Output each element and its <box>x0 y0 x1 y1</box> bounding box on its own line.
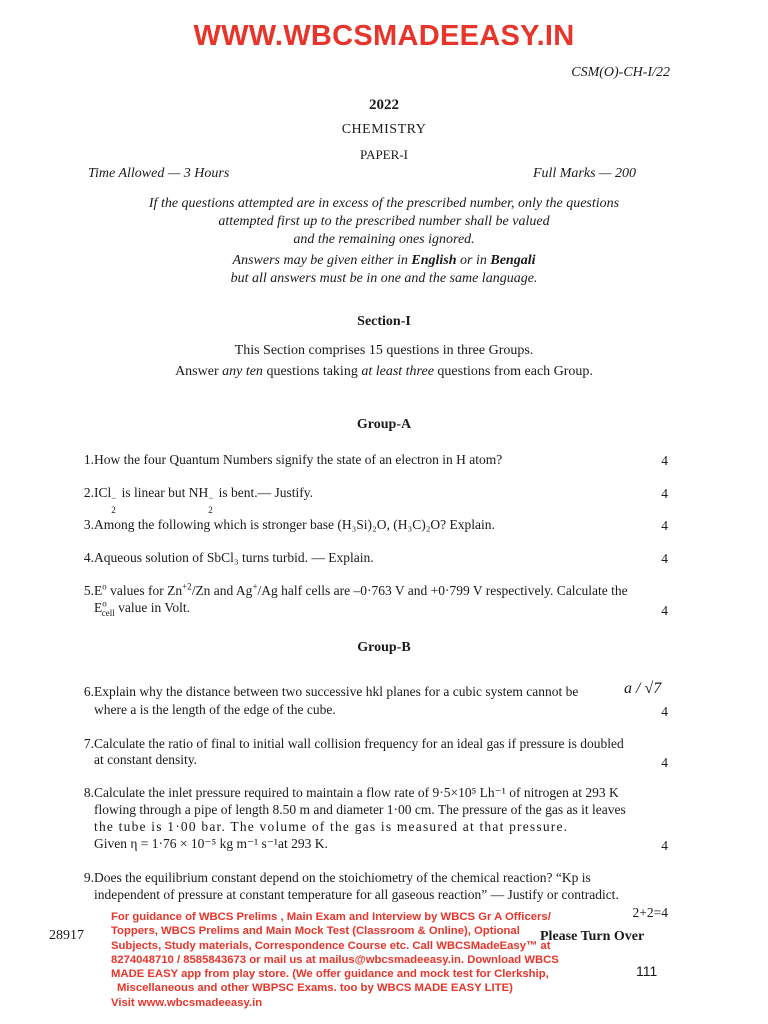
question-marks: 4 <box>661 453 668 468</box>
question-text: How the four Quantum Numbers signify the state of an electron in H atom? <box>94 452 503 467</box>
language-text-a: Answers may be given either in <box>232 253 412 268</box>
section-answer-rule <box>0 362 768 382</box>
language-bengali: Bengali <box>490 253 536 268</box>
page-number: 111 <box>636 963 658 979</box>
rule-a: Answer <box>175 364 223 379</box>
question-text: Aqueous solution of SbCl₃ turns turbid. — Explain. <box>94 550 374 565</box>
exam-year: 2022 <box>369 97 399 113</box>
site-banner: WWW.WBCSMADEEASY.IN <box>193 20 575 52</box>
question-text: ICl − 2 is linear but NH − 2 is bent.— Justify. <box>94 485 314 515</box>
website-link[interactable]: Visit www.wbcsmadeeasy.in <box>111 996 263 1009</box>
language-text-c: or in <box>456 253 491 268</box>
section-title: Section-I <box>357 314 411 329</box>
time-allowed: Time Allowed — 3 Hours <box>88 166 230 181</box>
question-text: Explain why the distance between two successive hkl planes for a cubic system cannot be <box>94 684 579 699</box>
promo-text: For guidance of WBCS Prelims , Main Exam and Interview by WBCS Gr A Officers/ Toppers, WBCS Prelims and Main Mock Test (Classroom & Online), Optional Subjects, Study materials, Correspondence Course etc. Call WBCSMadeEasy™ at 8274048710 / 8585843673 or mail us at mailus@wbcsmadeeasy.in. Download WBCS MADE EASY app from play store. (We offer guidance and mock test for Clerkship, Miscellaneous and other WBPSC Exams. too by WBCS MADE EASY LITE) Visit www.wbcsmadeeasy.in <box>111 910 587 1010</box>
rule-at-least-three: at least three <box>361 364 434 379</box>
question-number: 1. <box>83 452 94 467</box>
question-number: 6. <box>83 684 94 699</box>
paper-title: PAPER-I <box>360 147 408 162</box>
instruction-line-2: attempted first up to the prescribed number shall be valued <box>218 214 550 229</box>
question-marks: 4 <box>661 755 668 770</box>
question-marks: 4 <box>661 486 668 501</box>
rule-any-ten: any ten <box>222 364 263 379</box>
paper-code: CSM(O)-CH-I/22 <box>571 65 670 80</box>
question-marks: 2+2=4 <box>632 905 668 920</box>
full-marks: Full Marks — 200 <box>532 166 636 181</box>
question-text: Does the equilibrium constant depend on the stoichiometry of the chemical reaction? “Kp is <box>94 870 591 885</box>
question-number: 3. <box>83 517 94 532</box>
question-number: 2. <box>83 485 94 500</box>
question-marks: 4 <box>661 551 668 566</box>
question-number: 9. <box>83 870 94 885</box>
question-marks: 4 <box>661 603 668 618</box>
instruction-line-5: but all answers must be in one and the same language. <box>230 271 538 286</box>
instruction-line-3: and the remaining ones ignored. <box>293 232 475 247</box>
question-text: Calculate the ratio of final to initial wall collision frequency for an ideal gas if pressure is doubled <box>94 736 624 751</box>
formula-a-root-7: a / √7 <box>624 680 662 697</box>
question-number: 7. <box>83 736 94 751</box>
rule-e: questions from each Group. <box>433 364 593 379</box>
rule-c: questions taking <box>262 364 362 379</box>
question-text: Among the following which is stronger base (H₃Si)₂O, (H₃C)₂O? Explain. <box>94 517 495 532</box>
question-number: 4. <box>83 550 94 565</box>
question-paper-code: 28917 <box>49 928 84 943</box>
question-marks: 4 <box>661 704 668 719</box>
instruction-line-1: If the questions attempted are in excess of the prescribed number, only the questions <box>148 196 620 211</box>
question-text: $E^o$ values for $Zn^{+2}/Zn$ and Ag+/Ag half cells are –0·763 V and +0·799 V respectively. Calculate the <box>94 581 628 598</box>
question-marks: 4 <box>661 838 668 853</box>
question-number: 8. <box>83 785 94 800</box>
language-instruction <box>0 252 768 270</box>
section-description: This Section comprises 15 questions in three Groups. <box>234 343 534 358</box>
group-a-title: Group-A <box>356 417 412 432</box>
language-english: English <box>411 253 457 268</box>
subject-title: CHEMISTRY <box>341 122 427 137</box>
please-turn-over: Please Turn Over <box>540 929 645 944</box>
group-b-title: Group-B <box>357 640 411 655</box>
question-text: Calculate the inlet pressure required to maintain a flow rate of 9·5×10⁵ Lh⁻¹ of nitrogen at 293 K <box>94 785 619 800</box>
question-number: 5. <box>83 583 94 598</box>
question-marks: 4 <box>661 518 668 533</box>
